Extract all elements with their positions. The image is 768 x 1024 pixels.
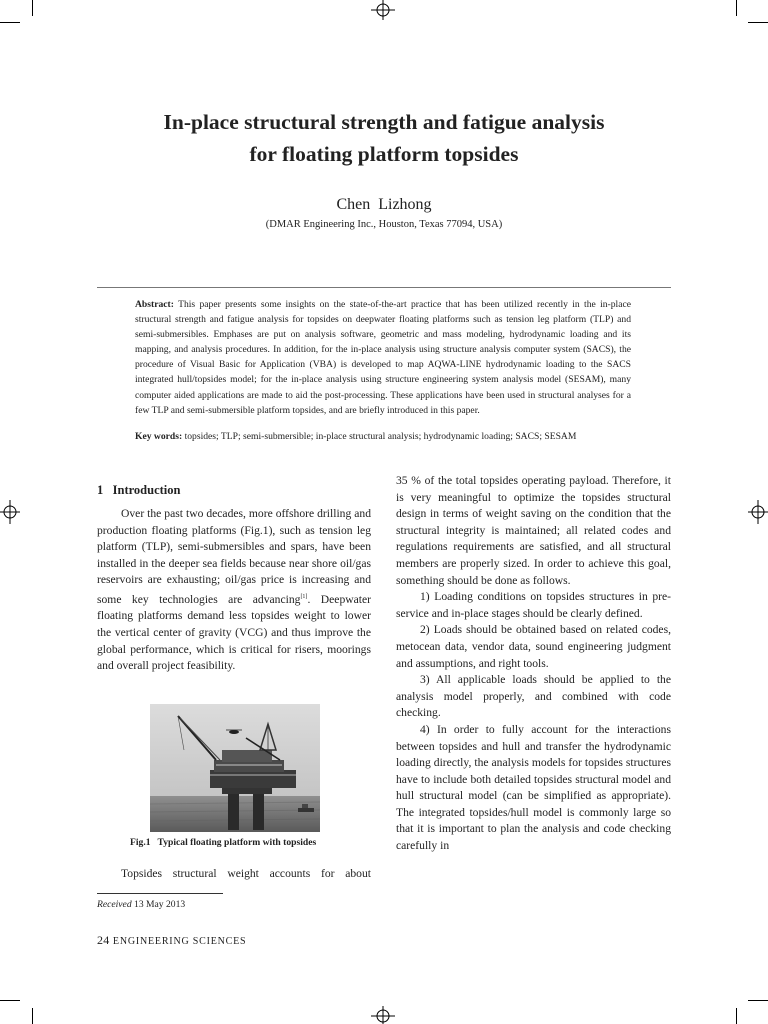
intro-paragraph [97, 506, 371, 675]
left-column-bottom [97, 866, 371, 883]
section-heading: 1 Introduction [97, 483, 181, 497]
list-item: 4) In order to fully account for the interactions between topsides and hull and transfer the hydrodynamic loading directly, the analysis models for topsides structures have to include both detailed topsides structural model and hull structural model (can be simplified as appropriate). The integrated topsides/hull model is commonly large so that it is important to plan the analysis and code checking carefully in [396, 722, 671, 853]
registration-mark-icon [746, 497, 768, 527]
intro-text-part: . Deepwater floating platforms demand less topsides weight to lower the vertical center of gravity (VCG) and thus improve the global performance, which is critical for risers, moorings and overall project feasibility. [97, 592, 371, 673]
abstract-top-rule [97, 287, 671, 288]
journal-name: ENGINEERING SCIENCES [112, 936, 247, 947]
crop-mark [736, 0, 737, 16]
registration-mark-icon [0, 497, 22, 527]
received-date: 13 May 2013 [134, 899, 186, 910]
page-number: 24 [97, 933, 110, 947]
right-column-text [396, 473, 671, 855]
abstract [135, 297, 631, 418]
keywords-label: Key words: [135, 431, 183, 442]
platform-photo-image [150, 704, 320, 832]
platform-photo [150, 704, 320, 832]
author-affiliation: (DMAR Engineering Inc., Houston, Texas 77094, USA) [265, 219, 503, 230]
list-item: 2) Loads should be obtained based on related codes, metocean data, vendor data, sound engineering judgment and assumptions, and right tools. [396, 623, 671, 670]
footnote-rule [97, 893, 223, 894]
crop-mark [32, 0, 33, 16]
intro-text-part: Over the past two decades, more offshore drilling and production floating platforms (Fig.1), such as tension leg platform (TLP), semi-submersibles and spars, have been installed in the deeper sea fields because near shore oil/gas reservoirs are exhausting; oil/gas price is increasing and some key technologies are advancing [97, 507, 371, 606]
crop-mark [748, 1000, 768, 1001]
list-item: 1) Loading conditions on topsides structures in pre-service and in-place stages should be clearly defined. [396, 590, 671, 620]
crop-mark [0, 1000, 20, 1001]
left-column-text [97, 506, 371, 675]
registration-mark-icon [368, 1004, 398, 1024]
title-line: for floating platform topsides [249, 142, 519, 166]
abstract-text: This paper presents some insights on the state-of-the-art practice that has been utilized recently in the in-place structural strength and fatigue analysis for topsides on deepwater floating platforms such as tension leg platform (TLP) and semi-submersibles. Emphases are put on analysis software, geometric and mass modeling, hydrodynamic loading and its mapping, and analysis procedures. In addition, for the in-place analysis using structure analysis computer system (SACS), the procedure of Visual Basic for Application (VBA) is developed to map AQWA-LINE hydrodynamic loading to the SACS integrated hull/topsides model; for the in-place analysis using structure engineering system analysis model (SESAM), many computer aided applications are made to aid the post-processing. These applications have been used in structural analyses for a few TLP and semi-submersible platform topsides, and are briefly introduced in this paper. [135, 299, 631, 416]
list-item: 3) All applicable loads should be applied to the analysis model properly, and combined with code checking. [396, 673, 671, 720]
crop-mark [0, 22, 20, 23]
payload-paragraph: 35 % of the total topsides operating payload. Therefore, it is very meaningful to optimize the topsides structural design in terms of weight saving on the condition that the structural integrity is maintained; all related codes and regulations requirements are satisfied, and all structural members are properly sized. In order to achieve this goal, something should be done as follows. [396, 474, 671, 587]
weight-paragraph: Topsides structural weight accounts for about [121, 867, 371, 880]
author-name: Chen Lizhong [336, 196, 432, 213]
keywords [135, 430, 635, 444]
title-line: In-place structural strength and fatigue analysis [163, 110, 605, 134]
registration-mark-icon [368, 0, 398, 22]
keywords-text: topsides; TLP; semi-submersible; in-place structural analysis; hydrodynamic loading; SACS; SESAM [184, 431, 577, 442]
paper-title [0, 106, 768, 170]
received-footnote [97, 899, 185, 910]
page-footer [97, 933, 246, 948]
figure-caption: Fig.1 Typical floating platform with topsides [130, 837, 317, 848]
crop-mark [748, 22, 768, 23]
crop-mark [32, 1008, 33, 1024]
abstract-label: Abstract: [135, 299, 174, 310]
crop-mark [736, 1008, 737, 1024]
received-label: Received [97, 899, 132, 910]
citation-ref: [1] [300, 593, 308, 600]
